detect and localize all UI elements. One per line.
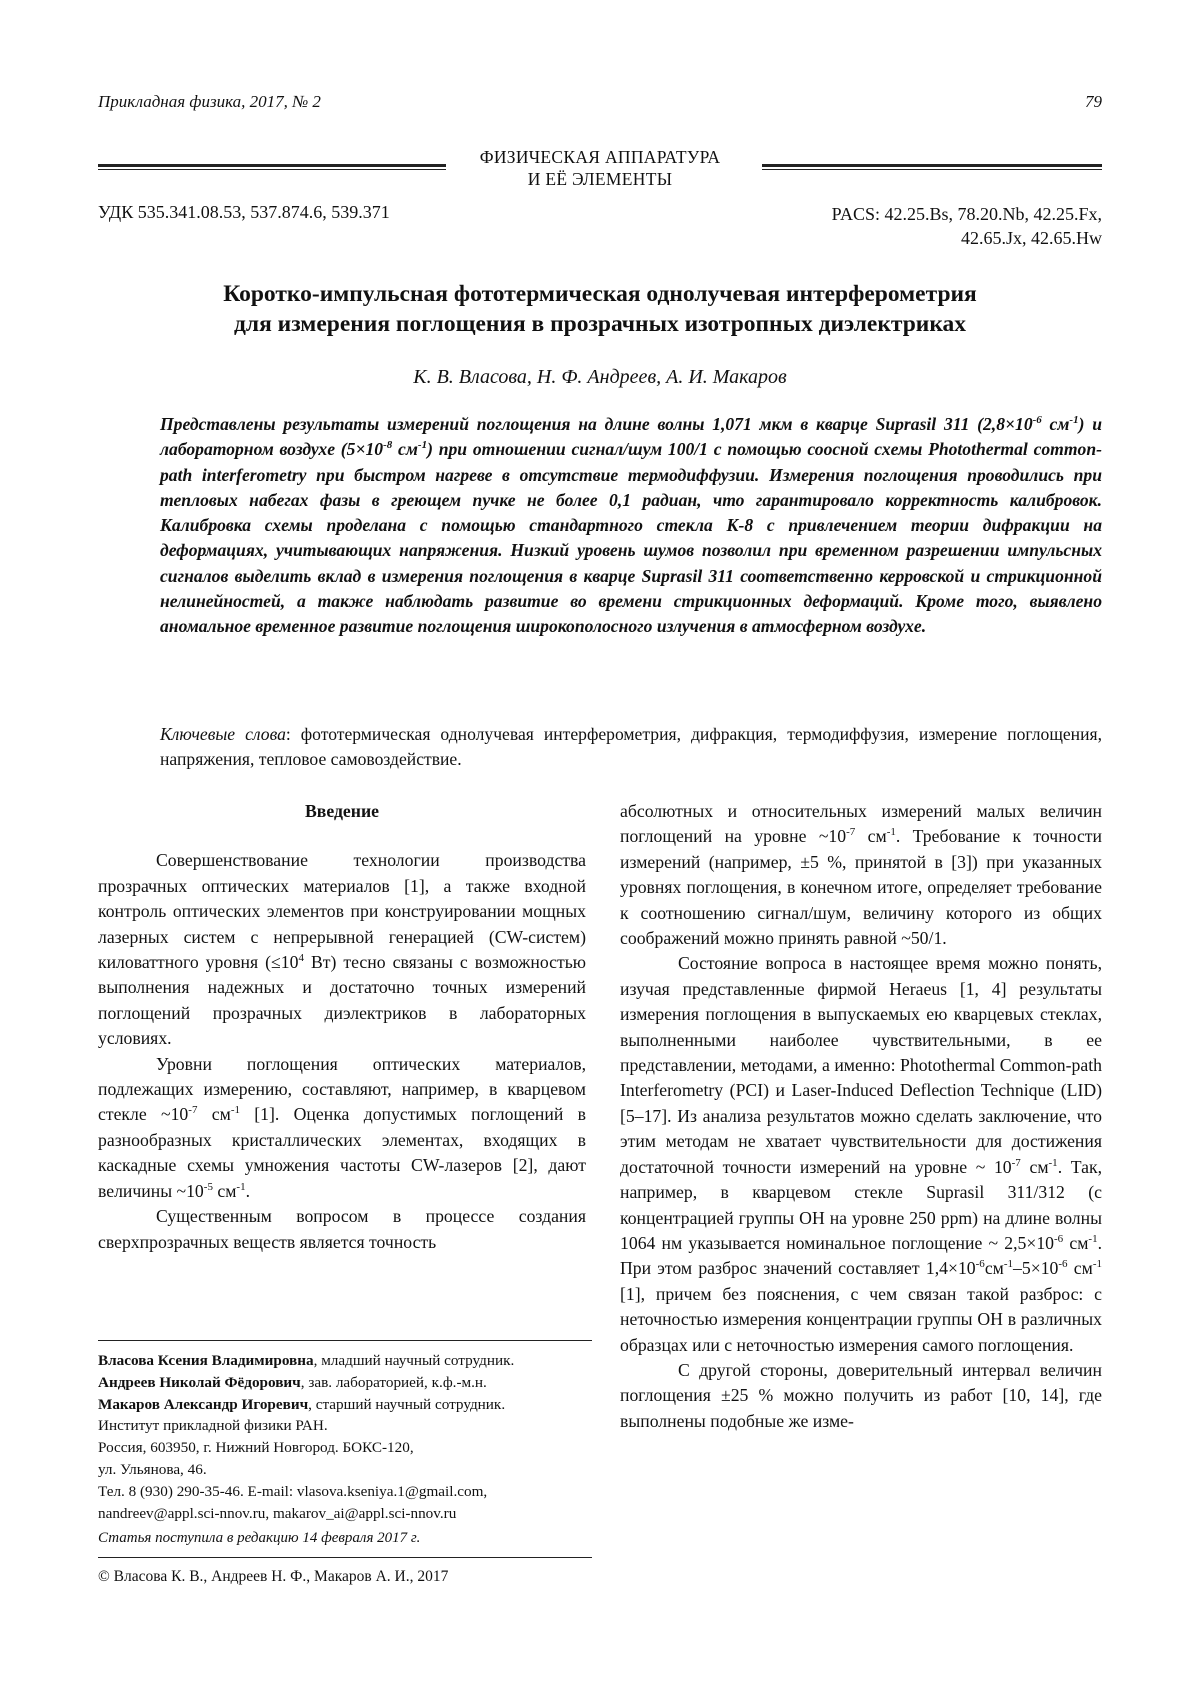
udk-code: УДК 535.341.08.53, 537.874.6, 539.371 — [98, 202, 390, 222]
abstract-text: см — [1041, 414, 1070, 434]
text: см — [1067, 1258, 1093, 1279]
footnote-divider — [98, 1340, 592, 1341]
superscript: -1 — [1092, 1258, 1103, 1271]
author-position: , зав. лабораторией, к.ф.-м.н. — [300, 1373, 487, 1391]
pacs-codes — [832, 202, 1102, 250]
text: см — [855, 826, 887, 847]
text: см — [1063, 1232, 1089, 1253]
paragraph: Существенным вопросом в процессе создания сверхпрозрачных веществ является точность — [98, 1206, 586, 1252]
left-column — [98, 799, 586, 1255]
text: см — [1020, 1156, 1049, 1177]
text: см — [212, 1180, 237, 1201]
superscript: -1 — [1088, 1233, 1098, 1246]
received-date: Статья поступила в редакцию 14 февраля 2017 г. — [98, 1530, 421, 1546]
paragraph — [98, 1052, 586, 1204]
author-position: , старший научный сотрудник. — [308, 1395, 506, 1413]
running-header — [98, 92, 1102, 112]
authors: К. В. Власова, Н. Ф. Андреев, А. И. Макаров — [413, 366, 787, 388]
superscript: -1 — [1069, 414, 1079, 427]
section-band — [98, 146, 1102, 196]
superscript: -6 — [1058, 1258, 1068, 1271]
superscript: -6 — [1054, 1233, 1064, 1246]
section-title-line2: И ЕЁ ЭЛЕМЕНТЫ — [527, 169, 673, 189]
text: абсолютных и относительных измерений малых величин поглощений на уровне ~10 — [620, 801, 1102, 847]
copyright-divider — [98, 1557, 592, 1558]
keywords — [160, 722, 1102, 773]
title-line2: для измерения поглощения в прозрачных изотропных диэлектриках — [234, 311, 966, 337]
superscript: 4 — [298, 952, 304, 965]
author-name: Макаров Александр Игоревич — [98, 1395, 309, 1413]
text: . При этом разброс значений составляет 1,4×10 — [620, 1232, 1102, 1279]
superscript: -6 — [1032, 414, 1042, 427]
abstract — [160, 412, 1102, 640]
superscript: -1 — [1003, 1258, 1014, 1271]
abstract-text: см — [392, 439, 418, 460]
copyright: © Власова К. В., Андреев Н. Ф., Макаров А. И., 2017 — [98, 1568, 449, 1585]
pacs-line2: 42.65.Jx, 42.65.Hw — [960, 228, 1102, 248]
text: [1]. Оценка допустимых поглощений в разнообразных кристаллических элементах, входящих в каскадные схемы умножения частоты CW-лазеров [2], дают величины ~10 — [98, 1104, 586, 1201]
text: Уровни поглощения оптических материалов, подлежащих измерению, составляют, например, в кварцевом стекле ~10 — [98, 1053, 586, 1125]
page-number: 79 — [1085, 92, 1102, 111]
text: Вт) тесно связаны с возможностью выполнения надежных и достаточно точных измерений поглощений прозрачных диэлектриков в лабораторных условиях. — [98, 952, 587, 1049]
paragraph — [98, 848, 586, 1051]
superscript: -7 — [188, 1104, 198, 1117]
author-2 — [98, 1372, 592, 1394]
author-1 — [98, 1350, 592, 1372]
text: –5×10 — [1013, 1258, 1059, 1279]
institute: Институт прикладной физики РАН. — [98, 1417, 328, 1435]
superscript: -7 — [846, 826, 856, 839]
paragraph — [620, 799, 1102, 951]
superscript: -1 — [886, 826, 896, 839]
text: Совершенствование технологии производства прозрачных оптических материалов [1], а также входной контроль оптических элементов при конструировании мощных лазерных систем с непрерывной генерацией (CW-систем) киловаттного уровня (≤10 — [98, 850, 586, 973]
section-rule-right — [762, 164, 1102, 170]
section-heading-introduction: Введение — [305, 801, 379, 821]
right-column — [620, 799, 1102, 1434]
article-title — [98, 279, 1102, 339]
pacs-line1: PACS: 42.25.Bs, 78.20.Nb, 42.25.Fx, — [831, 204, 1102, 224]
journal-citation: Прикладная физика, 2017, № 2 — [98, 92, 321, 111]
author-affiliations — [98, 1350, 592, 1524]
superscript: -1 — [230, 1104, 240, 1117]
address-line: Россия, 603950, г. Нижний Новгород. БОКС-120, — [98, 1439, 414, 1457]
text: Состояние вопроса в настоящее время можно понять, изучая представленные фирмой Heraeus [1, 4] результаты измерения поглощения в выпускаемых ею кварцевых стеклах, выполненными наиболее чувствительными, в ее представлении, методами, а именно: Photothermal Common-path Interferometry (PCI) и Laser-Induced Deflection Technique (LID) [5–17]. Из анализа результатов можно сделать заключение, что этим методам не хватает чувствительности для достижения достаточной точности измерений на уровне ~ 10 — [620, 953, 1102, 1177]
abstract-text: Представлены результаты измерений поглощения на длине волны 1,071 мкм в кварце Suprasil 311 (2,8×10 — [160, 414, 1033, 434]
superscript: -5 — [203, 1180, 213, 1193]
superscript: -1 — [417, 439, 428, 452]
text: [1], причем без пояснения, с чем связан такой разброс: с неточностью измерения концентрации группы OH в различных образцах или с неточностью измерения самого поглощения. — [620, 1283, 1102, 1355]
author-name: Андреев Николай Фёдорович — [98, 1373, 301, 1391]
keywords-label: Ключевые слова — [160, 724, 286, 744]
superscript: -1 — [1048, 1156, 1058, 1169]
abstract-text: ) при отношении сигнал/шум 100/1 с помощью соосной схемы Photothermal common-path interferometry при быстром нагреве в отсутствие термодиффузии. Измерения поглощения проводились при тепловых набегах фазы в греющем пучке не более 0,1 радиан, что гарантировало корректность калибровок. Калибровка схемы проделана с помощью стандартного стекла К-8 с привлечением теории дифракции на деформациях, учитывающих напряжения. Низкий уровень шумов позволил при временном разрешении импульсных сигналов выделить вклад в измерения поглощения в кварце Suprasil 311 соответственно керровской и стрикционной нелинейностей, а также наблюдать развитие во времени стрикционных деформаций. Кроме того, выявлено аномальное временное развитие поглощения широкополосного излучения в атмосферном воздухе. — [160, 439, 1102, 637]
abstract-text: ) и лабораторном воздухе (5×10 — [160, 414, 1102, 460]
superscript: -1 — [236, 1180, 246, 1193]
section-title-line1: ФИЗИЧЕСКАЯ АППАРАТУРА — [479, 147, 721, 167]
superscript: -6 — [975, 1258, 985, 1271]
superscript: -7 — [1011, 1156, 1021, 1169]
author-name: Власова Ксения Владимировна — [98, 1352, 314, 1369]
text: см — [984, 1258, 1004, 1279]
address-line: ул. Ульянова, 46. — [98, 1460, 207, 1478]
text: . Требование к точности измерений (например, ±5 %, принятой в [3]) при указанных уровнях поглощения, в конечном итоге, определяет требование к соотношению сигнал/шум, величину которого из общих соображений можно принять равной ~50/1. — [620, 826, 1102, 949]
paragraph — [620, 951, 1102, 1358]
title-line1: Коротко-импульсная фототермическая однолучевая интерферометрия — [223, 281, 977, 307]
contact-line: Тел. 8 (930) 290-35-46. E-mail: vlasova.kseniya.1@gmail.com, — [98, 1482, 488, 1500]
keywords-text: : фототермическая однолучевая интерферометрия, дифракция, термодиффузия, измерение поглощения, напряжения, тепловое самовоздействие. — [160, 724, 1103, 770]
text: . — [245, 1180, 251, 1201]
superscript: -8 — [383, 439, 393, 452]
text: . Так, например, в кварцевом стекле Suprasil 311/312 (с концентрацией группы OH на уровне 250 ppm) на длине волны 1064 нм указывается номинальное поглощение ~ 2,5×10 — [620, 1156, 1102, 1253]
author-3 — [98, 1394, 592, 1416]
contact-line: nandreev@appl.sci-nnov.ru, makarov_ai@appl.sci-nnov.ru — [98, 1504, 457, 1522]
text: см — [197, 1104, 231, 1125]
paragraph: С другой стороны, доверительный интервал величин поглощения ±25 % можно получить из работ [10, 14], где выполнены подобные же изме- — [620, 1359, 1102, 1431]
author-position: , младший научный сотрудник. — [313, 1352, 515, 1369]
